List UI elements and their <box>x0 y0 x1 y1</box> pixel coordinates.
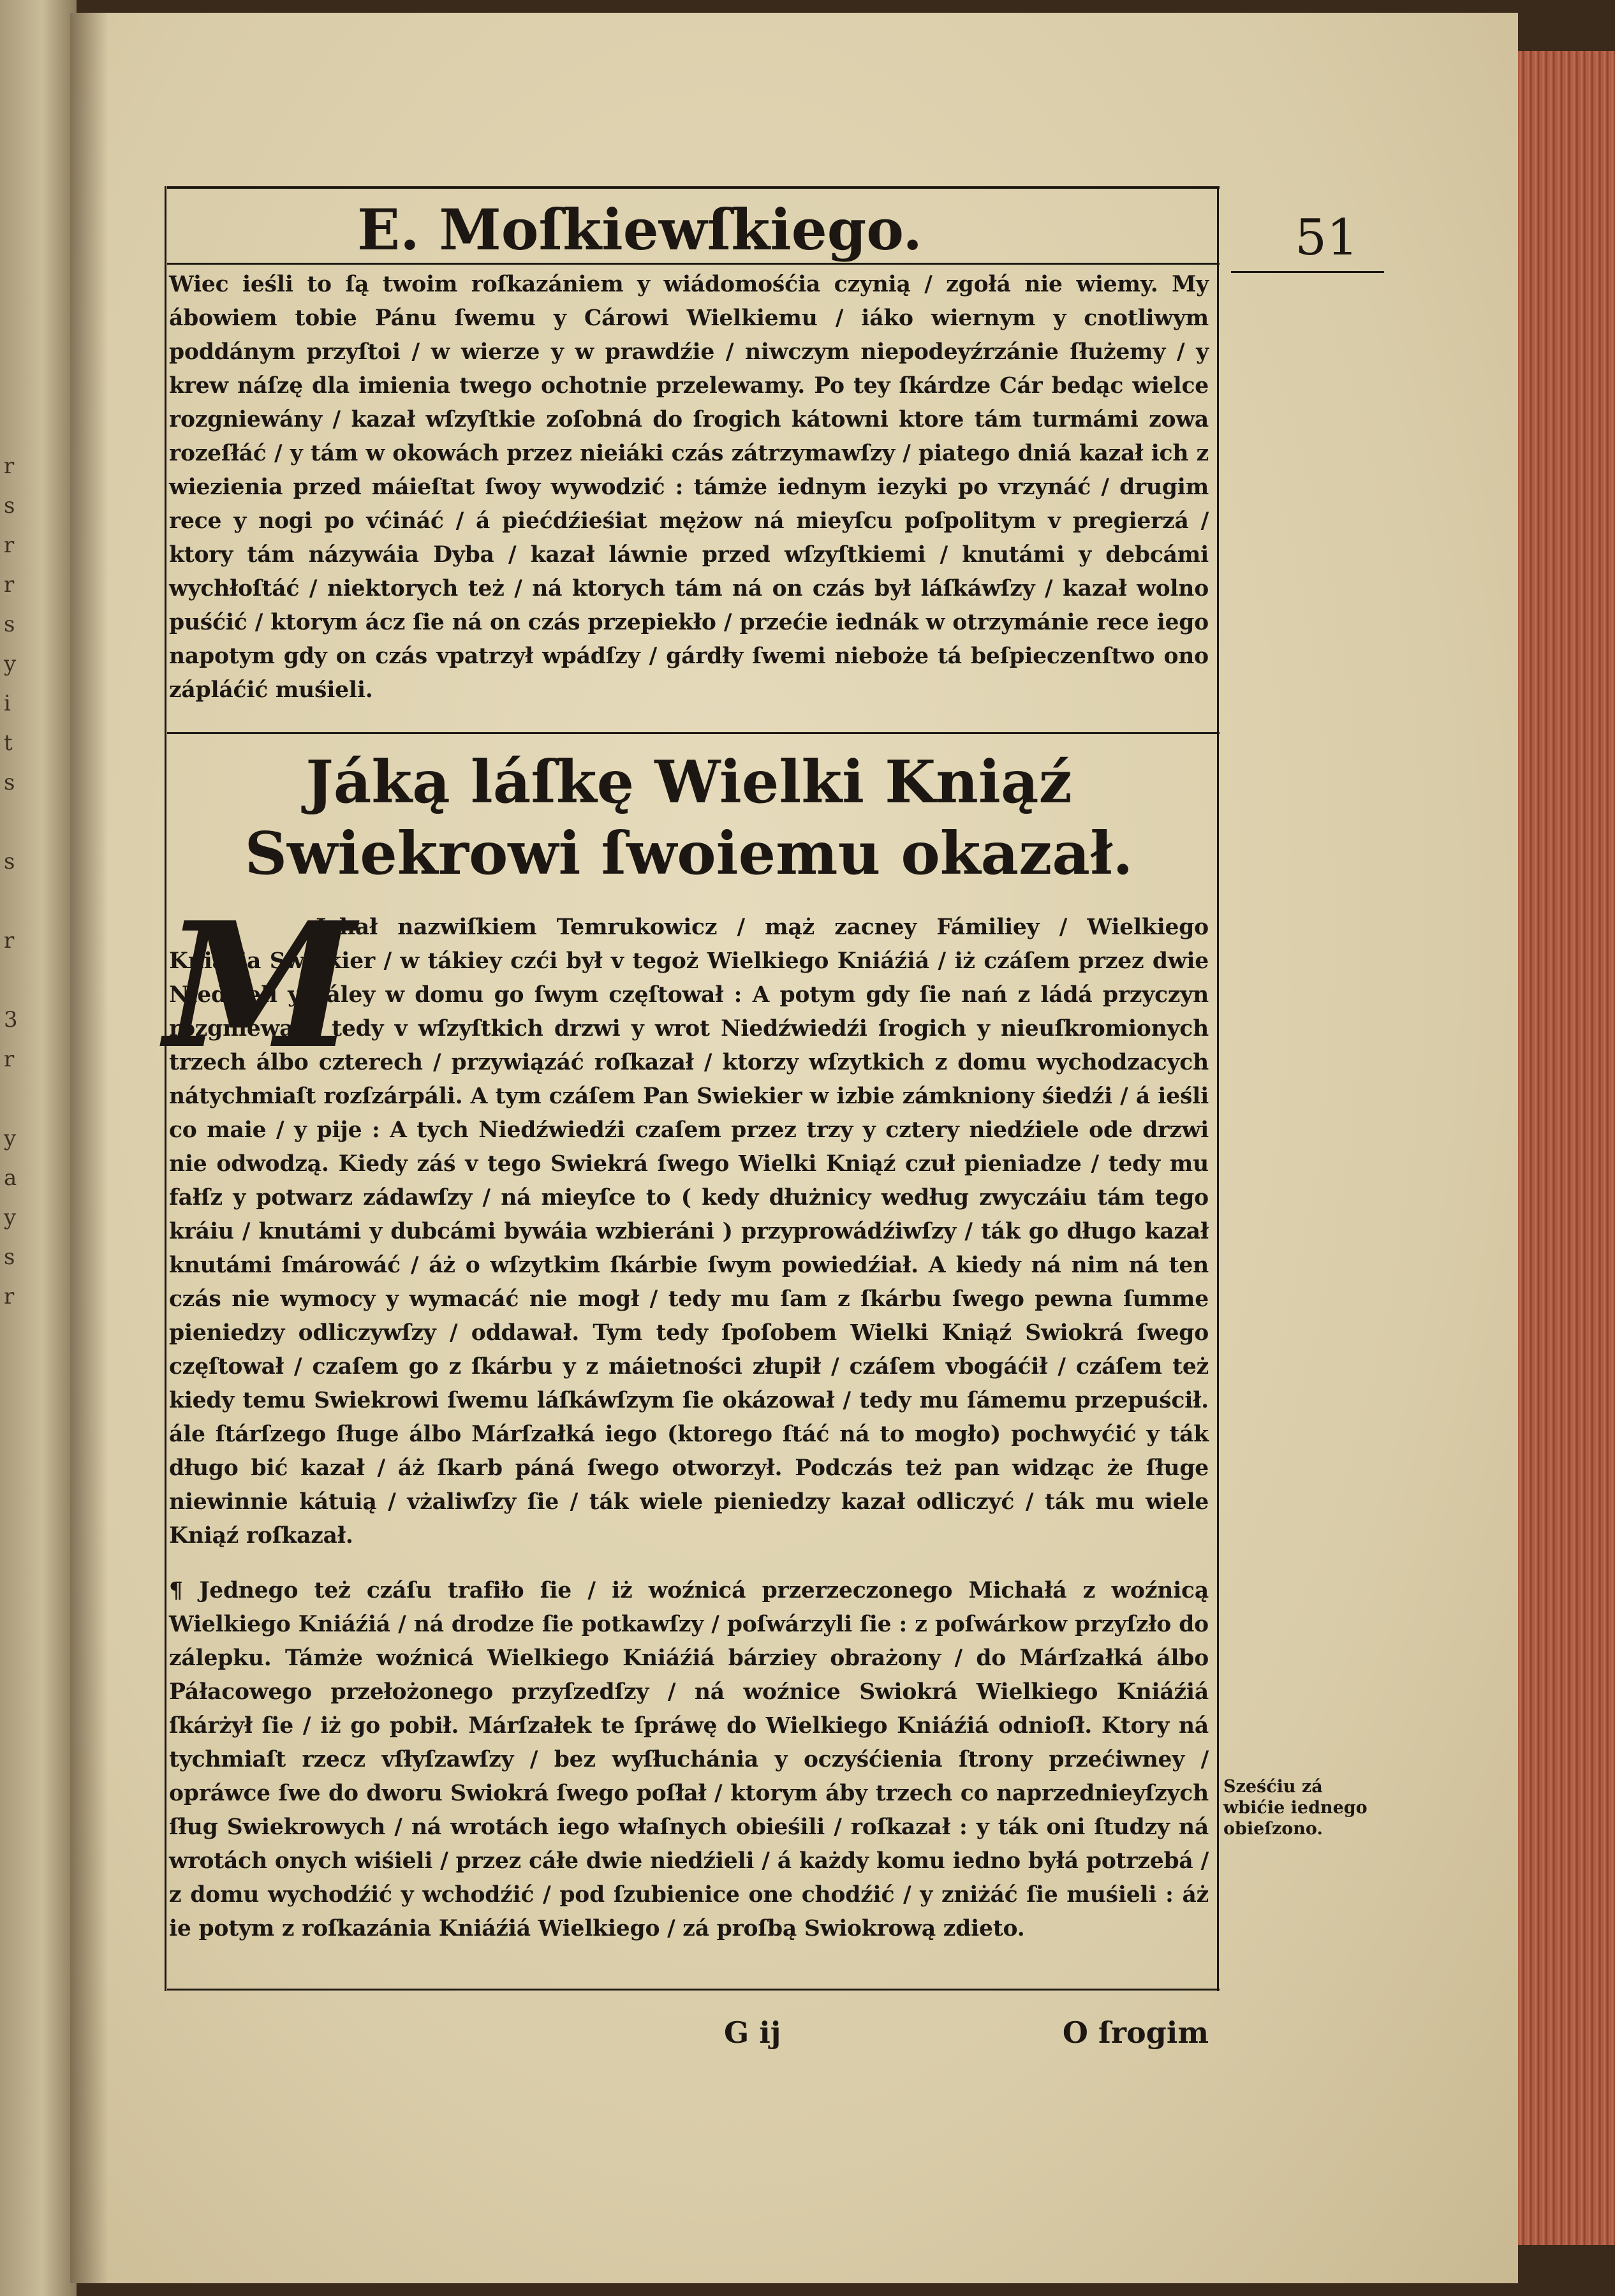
margin-mark: 3 <box>4 1007 18 1033</box>
margin-mark <box>4 802 29 842</box>
chapter-heading: Jáką láſkę Wielki Kniąź Swiekrowi ſwoiemu okazał. <box>244 747 1133 888</box>
paragraph-1-text: Wiec ieśli to ſą twoim roſkazániem y wiádomośćia czynią / zgołá nie wiemy. My ábowiem tobie Pánu ſwemu y Cárowi Wielkiemu / iáko wiernym y cnotliwym poddánym przyſtoi / w wierze y w prawdźie / niwczym niepodeyźrzánie ſłużemy / y krew náſzę dla imienia twego ochotnie przelewamy. Po tey ſkárdze Cár bedąc wielce rozgniewány / kazał wſzyſtkie zoſobná do ſrogich kátowni ktore tám turmámi zowa rozeſłáć / y tám w okowách przez nieiáki czás zátrzymawſzy / piatego dniá kazał ich z wiezienia przed máieſtat ſwoy wywodzić : támże iednym iezyki po vrzynáć / drugim rece y nogi po vćináć / á piećdźieśiat mężow ná mieyſcu poſpolitym v pregierzá / ktory tám názywáia Dyba / kazał láwnie przed wſzyſtkiemi / knutámi y debcámi wychłoſtáć / niektorych też / ná ktorych tám ná on czás był láſkáwſzy / kazał wolno puśćić / ktorym ácz ſie ná on czás przepiekło / przećie iednák w otrzymánie rece iego napotym gdy on czás vpatrzył wpádſzy / gárdły ſwemi nieboże tá beſpieczenſtwo ono zápláćić muśieli. <box>169 272 1209 703</box>
facing-page <box>0 0 77 2296</box>
signature-mark: G ij <box>724 2015 781 2050</box>
gutter-shadow <box>70 13 108 2283</box>
paragraph-2 <box>169 911 1209 1587</box>
margin-mark: r <box>4 1284 15 1309</box>
bottom-rule <box>167 1989 1220 1991</box>
margin-mark: r <box>4 533 15 558</box>
margin-mark: t <box>4 730 13 756</box>
margin-mark: s <box>4 1244 15 1270</box>
margin-mark: r <box>4 928 15 953</box>
left-frame-rule <box>165 186 166 1991</box>
marginal-note: Sześćiu zá wbićie iednego obieſzono. <box>1223 1777 1368 1839</box>
margin-mark: y <box>4 1205 17 1230</box>
margin-mark: s <box>4 493 15 519</box>
margin-mark: y <box>4 1126 17 1151</box>
margin-mark <box>4 960 29 1000</box>
right-frame-rule <box>1217 186 1219 1991</box>
running-head: E. Moſkiewſkiego. <box>357 196 923 263</box>
catchword: O ſrogim <box>1062 2015 1209 2050</box>
margin-mark <box>4 1079 29 1119</box>
page-number: 51 <box>1295 209 1359 267</box>
paragraph-2-text: Jchał nazwiſkiem Temrukowicz / mąż zacney Fámiliey / Wielkiego Kniáźia Swiekier / w tákiey czći był v tegoż Wielkiego Kniáźiá / iż czáſem przez dwie Niedźieli y dáley w domu go ſwym częſtował : A potym gdy ſie nań z ládá przyczyn rozgniewał / tedy v wſzyſtkich drzwi y wrot Niedźwiedźi ſrogich y nieuſkromionych trzech álbo czterech / przywiązáć roſkazał / ktorzy wſzytkich z domu wychodzacych nátychmiaſt rozſzárpáli. A tym czáſem Pan Swiekier w izbie zámkniony śiedźi / á ieśli co maie / y pije : A tych Niedźwiedźi czaſem przez trzy y cztery niedźiele ode drzwi nie odwodzą. Kiedy záś v tego Swiekrá ſwego Wielki Kniąź czuł pieniadze / tedy mu fałſz y potwarz zádawſzy / ná mieyſce to ( kedy dłużnicy według zwyczáiu tám tego kráiu / knutámi y dubcámi bywáia wzbieráni ) przyprowádźiwſzy / ták go długo kazał knutámi ſmárowáć / áż o wſzytkim ſkárbie ſwym powiedźiał. A kiedy ná nim ná ten czás nie wymocy y wymacáć nie mogł / tedy mu ſam z ſkárbu ſwego pewna ſumme pieniedzy odliczywſzy / oddawał. Tym tedy ſpoſobem Wielki Kniąź Swiokrá ſwego częſtował / czaſem go z ſkárbu y z máietności złupił / czáſem vbogáćił / czáſem też kiedy temu Swiekrowi ſwemu láſkáwſzym ſie okázował / tedy mu ſámemu przepuścił. ále ſtárſzego ſługe álbo Márſzałká iego (ktorego ſtáć ná to mogło) pochwyćić y ták długo bić kazał / áż ſkarb páná ſwego otworzył. Podczás też pan widząc że ſługe niewinnie kátuią / vżaliwſzy ſie / ták wiele pieniedzy kazał odliczyć / ták mu wiele Kniąź roſkazał. <box>169 915 1209 1549</box>
margin-mark: s <box>4 612 15 637</box>
margin-mark: r <box>4 453 15 479</box>
margin-mark: a <box>4 1165 17 1191</box>
margin-mark: y <box>4 651 17 677</box>
margin-mark: s <box>4 770 15 795</box>
margin-mark: i <box>4 691 11 716</box>
margin-mark: r <box>4 572 15 598</box>
top-rule <box>167 186 1220 189</box>
section-rule <box>167 732 1220 734</box>
facing-page-margin-marks <box>4 446 29 1316</box>
margin-mark <box>4 881 29 921</box>
margin-mark: s <box>4 849 15 874</box>
page-edges <box>1518 51 1615 2245</box>
margin-mark: r <box>4 1047 15 1072</box>
paragraph-3-text: ¶ Jednego też czáſu trafiło ſie / iż woźnicá przerzeczonego Michałá z woźnicą Wielkiego Kniáźiá / ná drodze ſie potkawſzy / poſwárzyli ſie : z poſwárkow przyſzło do zálepku. Támże woźnicá Wielkiego Kniáźiá bárziey obrażony / do Márſzałká álbo Páłacowego przełożonego przyſzedſzy / ná woźnice Swiokrá Wielkiego Kniáźiá ſkárżył ſie / iż go pobił. Márſzałek te ſpráwę do Wielkiego Kniáźiá odnioſł. Ktory ná tychmiaſt rzecz vſłyſzawſzy / bez wyſłuchánia y oczyśćienia ſtrony przećiwney / opráwce ſwe do dworu Swiokrá ſwego poſłał / ktorym áby trzech co naprzednieyſzych ſług Swiekrowych / ná wrotách iego właſnych obieśili / roſkazał : y ták oni ſtudzy ná wrotách onych wiśieli / przez cáłe dwie niedźieli / á każdy komu iedno byłá potrzebá / z domu wychodźić y wchodźić / pod ſzubienice one chodźić / y zniżáć ſie muśieli : áż ie potym z roſkazánia Kniáźiá Wielkiego / zá proſbą Swiokrową zdieto. <box>169 1578 1209 1941</box>
decorated-initial: M <box>165 884 355 1087</box>
paragraph-1 <box>169 268 1209 721</box>
footer-line <box>169 2010 1209 2055</box>
paragraph-3 <box>169 1574 1209 1963</box>
